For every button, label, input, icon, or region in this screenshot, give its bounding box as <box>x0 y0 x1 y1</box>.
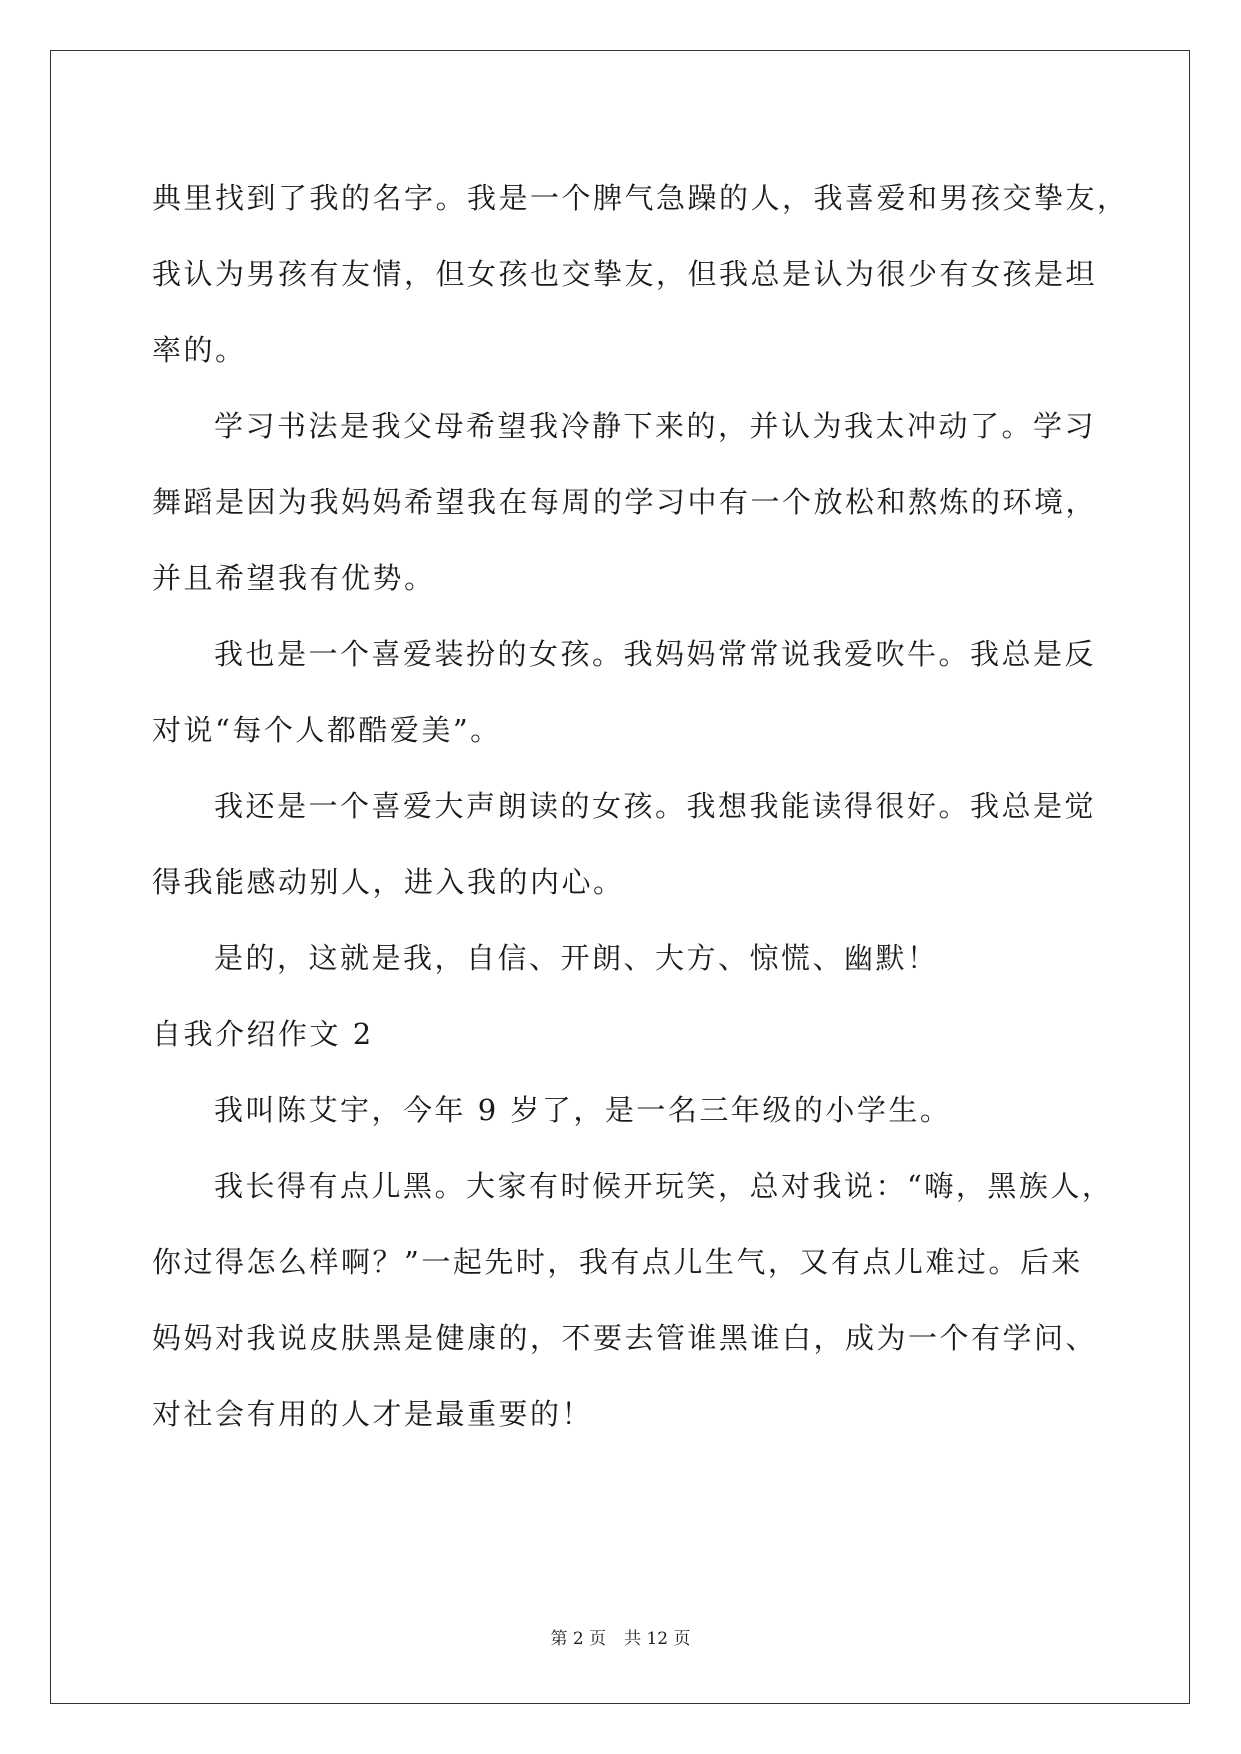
text-line: 典里找到了我的名字。我是一个脾气急躁的人，我喜爱和男孩交挚友， <box>152 181 1129 215</box>
text-line: 对说“每个人都酷爱美”。 <box>152 713 502 747</box>
text-line: 舞蹈是因为我妈妈希望我在每周的学习中有一个放松和熬炼的环境， <box>152 485 1098 519</box>
text-line: 我认为男孩有友情，但女孩也交挚友，但我总是认为很少有女孩是坦 <box>152 257 1098 291</box>
paragraph-start-line: 是的，这就是我，自信、开朗、大方、惊慌、幽默！ <box>214 941 939 975</box>
page-footer <box>0 1624 1241 1649</box>
text-line: 妈妈对我说皮肤黑是健康的，不要去管谁黑谁白，成为一个有学问、 <box>152 1321 1098 1355</box>
text-line: 你过得怎么样啊？”一起先时，我有点儿生气，又有点儿难过。后来 <box>152 1245 1083 1279</box>
text-line: 得我能感动别人，进入我的内心。 <box>152 865 625 899</box>
page-number: 第 2 页 <box>550 1629 607 1649</box>
paragraph-start-line: 我叫陈艾宇，今年 9 岁了，是一名三年级的小学生。 <box>214 1093 952 1127</box>
text-line: 并且希望我有优势。 <box>152 561 436 595</box>
page-total: 共 12 页 <box>624 1629 691 1649</box>
paragraph-start-line: 我也是一个喜爱装扮的女孩。我妈妈常常说我爱吹牛。我总是反 <box>214 637 1097 671</box>
document-body <box>152 160 1129 1452</box>
text-line: 率的。 <box>152 333 247 367</box>
section-heading: 自我介绍作文 2 <box>152 1017 374 1051</box>
paragraph-start-line: 学习书法是我父母希望我冷静下来的，并认为我太冲动了。学习 <box>214 409 1097 443</box>
paragraph-start-line: 我长得有点儿黑。大家有时候开玩笑，总对我说：“嗨，黑族人， <box>214 1169 1114 1203</box>
text-line: 对社会有用的人才是最重要的！ <box>152 1397 594 1431</box>
paragraph-start-line: 我还是一个喜爱大声朗读的女孩。我想我能读得很好。我总是觉 <box>214 789 1097 823</box>
